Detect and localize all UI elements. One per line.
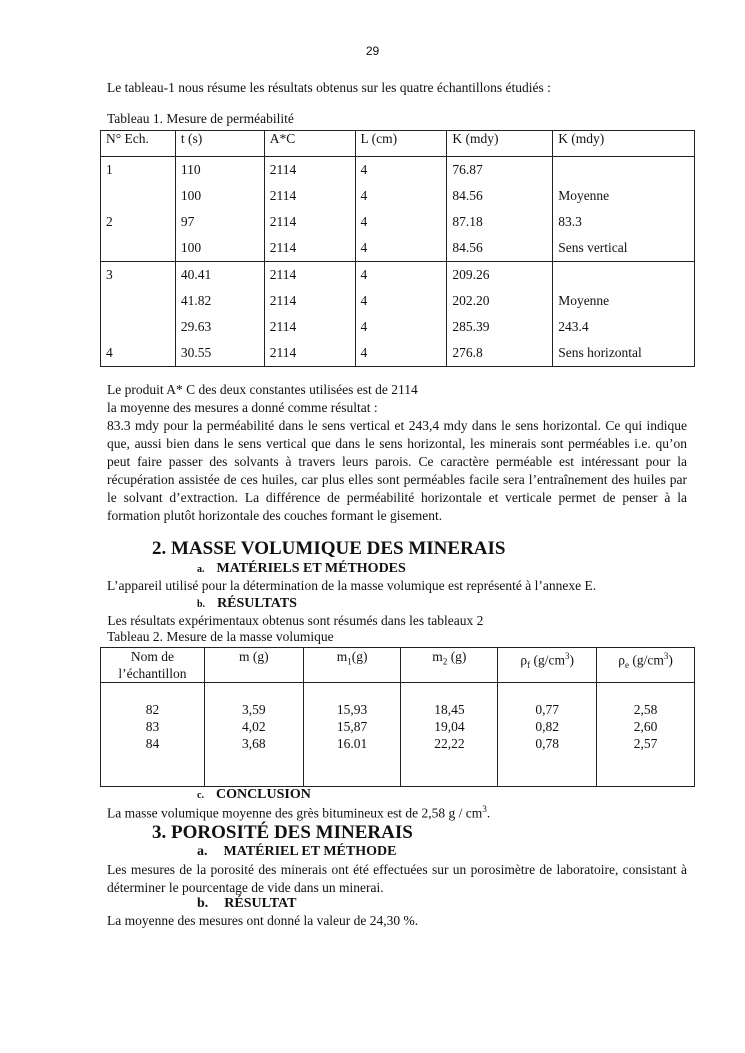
col-k [447,262,553,367]
header-text: ρ [618,652,625,668]
section2b-text: Les résultats expérimentaux obtenus sont résumés dans les tableaux 2 [104,613,484,628]
table-cell: 2114 [269,162,297,177]
header-sub: 2 [442,656,448,667]
section2b-title: RÉSULTATS [217,596,297,611]
table1-caption: Tableau 1. Mesure de perméabilité [107,111,294,126]
section3-title: 3. POROSITÉ DES MINERAIS [152,822,413,843]
header-cell: L (cm) [355,131,447,157]
table-cell: 2114 [269,319,297,334]
header-m1 [303,648,401,683]
table-cell: 19,04 [434,719,465,734]
section2a-heading [197,561,406,577]
header-sub: e [624,660,629,671]
section2a-text: L’appareil utilisé pour la détermination de la masse volumique est représenté à l’annexe E. [107,578,597,593]
header-text: ) [569,652,574,668]
col-l [355,262,447,367]
header-text: Nom de [130,649,174,664]
table-cell: 100 [180,188,202,203]
table-cell: 2114 [269,345,297,360]
col-rho-f [498,683,597,787]
conclusion-exp: 3 [482,804,487,814]
table-cell: 4 [360,188,368,203]
table-cell: 18,45 [434,702,465,717]
table-cell: Sens vertical [558,240,628,255]
table-cell: 15,93 [336,702,368,717]
table-cell [106,288,175,314]
table-row-group-horizontal [101,262,695,367]
header-text: (g/cm [530,652,565,668]
conclusion-title: CONCLUSION [215,787,311,802]
table-cell: 83.3 [558,214,582,229]
header-cell: A*C [264,131,355,157]
table-cell: 4 [360,240,368,255]
section2-title: 2. MASSE VOLUMIQUE DES MINERAIS [152,538,506,559]
col-ech [101,262,176,367]
page-number: 29 [365,44,380,58]
header-rho-e [597,648,695,683]
table-cell: 2,60 [633,719,658,734]
conclusion-heading [197,787,311,803]
header-sup: 3 [565,651,570,661]
section3b-letter: b. [197,896,209,911]
col-t [175,262,264,367]
section3b-heading [197,896,296,912]
section3a-heading [197,844,396,860]
table-cell: 0,82 [535,719,559,734]
table-cell: 4 [360,293,368,308]
col-m2 [401,683,498,787]
table-cell: 2114 [269,240,297,255]
col-kavg [553,262,695,367]
table-cell: 2,57 [633,736,658,751]
header-text: (g) [447,649,467,664]
table-cell [106,314,175,340]
table-cell: 4 [360,214,368,229]
conclusion-end: . [486,805,491,821]
header-text: l’échantillon [118,666,187,681]
table-cell: 110 [180,162,201,177]
table-cell: 30.55 [180,345,212,360]
header-text: m [336,649,348,664]
header-cell: N° Ech. [101,131,176,157]
table-cell: 100 [180,240,202,255]
header-text: (g/cm [628,652,664,668]
para1-line2: la moyenne des mesures a donné comme résultat : [107,400,378,415]
col-m [204,683,303,787]
table-cell: 202.20 [452,293,490,308]
table-cell: Sens horizontal [558,345,642,360]
para1-body: 83.3 mdy pour la perméabilité dans le sens vertical et 243,4 mdy dans le sens horizontal. Ce qui indique que, aussi bien dans le sens vertical que dans le sens horizontal, les minerais sont perméables i.e. qu’on peut faire passer des solvants à travers leurs parois. Ce caractère perméable est intéressant pour la récupération assistée de ces huiles, car plus elles sont perméables facile sera l’entraînement des huiles par le solvant d’extraction. La différence de perméabilité horizontale et verticale permet de penser à la formation plutôt horizontale des couches formant le gisement. [107,418,687,523]
table2-caption: Tableau 2. Mesure de la masse volumique [107,629,334,644]
table-cell: Moyenne [558,293,610,308]
table-cell: 22,22 [434,736,465,751]
table-cell: 2,58 [633,702,658,717]
col-l [355,157,447,262]
table-cell [558,157,694,183]
table-cell: 4 [360,345,368,360]
table-cell: 2114 [269,267,297,282]
table-cell: 2114 [269,188,297,203]
col-ech [101,157,176,262]
header-text: ) [668,652,673,668]
table-cell: 285.39 [452,319,490,334]
col-nom [101,683,205,787]
table-cell: 276.8 [452,345,483,360]
table-cell: 84 [145,736,160,751]
table-cell: 29.63 [180,319,212,334]
header-sup: 3 [663,651,669,661]
section3a-text: Les mesures de la porosité des minerais ont été effectuées sur un porosimètre de laboratoire, consistant à déterminer le pourcentage de vide dans un minerai. [107,862,687,895]
table-row [101,683,695,787]
header-m: m (g) [204,648,303,683]
table-cell: 4 [360,319,368,334]
table-cell: 97 [180,214,195,229]
table-cell: Moyenne [558,188,610,203]
section3a-letter: a. [197,844,208,859]
table-cell: 1 [106,162,113,177]
section3b-title: RÉSULTAT [224,896,297,911]
table-cell: 41.82 [180,293,212,308]
col-k [447,157,553,262]
conclusion-body: La masse volumique moyenne des grès bitumineux est de 2,58 g / cm [107,805,483,821]
header-rho-f [498,648,597,683]
table-cell [558,262,694,288]
table-cell: 0,78 [535,736,559,751]
header-text: ρ [520,652,528,668]
intro-text: Le tableau-1 nous résume les résultats obtenus sur les quatre échantillons étudiés : [107,80,551,95]
table-cell: 4,02 [241,719,266,734]
table-cell: 82 [145,702,160,717]
header-cell: K (mdy) [553,131,695,157]
col-ac [264,262,355,367]
header-sub: f [527,660,531,671]
table-row-group-vertical [101,157,695,262]
table-cell: 3,68 [241,736,266,751]
permeability-table [100,130,695,367]
header-text: m [432,649,443,664]
table-cell: 16.01 [336,736,368,751]
table-cell [106,183,175,209]
col-m1 [303,683,401,787]
table-cell: 4 [360,162,368,177]
para1-line1: Le produit A* C des deux constantes utilisées est de 2114 [107,382,418,397]
table-cell: 243.4 [558,319,589,334]
table-cell: 84.56 [452,188,483,203]
table-cell: 3 [106,267,113,282]
col-t [175,157,264,262]
section3a-title: MATÉRIEL ET MÉTHODE [223,844,397,859]
section3b-text: La moyenne des mesures ont donné la valeur de 24,30 %. [107,913,419,928]
col-rho-e [597,683,695,787]
header-text: (g) [351,649,368,664]
header-cell: K (mdy) [447,131,553,157]
table-header-row [101,131,695,157]
section2b-heading [197,596,297,612]
table-cell: 2 [106,214,113,229]
table-cell: 209.26 [452,267,490,282]
table-header-row [101,648,695,683]
header-nom [101,648,205,683]
table-cell: 2114 [269,214,297,229]
conclusion-letter: c. [197,790,204,801]
table-cell: 4 [106,345,113,360]
section2a-title: MATÉRIELS ET MÉTHODES [216,561,406,576]
table-cell: 76.87 [452,162,483,177]
table-cell: 2114 [269,293,297,308]
table-cell: 15,87 [336,719,368,734]
section2a-letter: a. [197,564,205,575]
header-m2 [401,648,498,683]
header-sub: 1 [347,656,352,667]
table-cell: 40.41 [180,267,212,282]
table-cell: 0,77 [535,702,559,717]
col-ac [264,157,355,262]
section2b-letter: b. [197,599,206,610]
table-cell: 87.18 [452,214,483,229]
conclusion-text [107,804,490,822]
table-cell: 83 [145,719,160,734]
density-table [100,647,695,787]
table-cell: 84.56 [452,240,483,255]
col-kavg [553,157,695,262]
table-cell: 4 [360,267,368,282]
table-cell [106,235,175,261]
header-cell: t (s) [175,131,264,157]
table-cell: 3,59 [241,702,266,717]
